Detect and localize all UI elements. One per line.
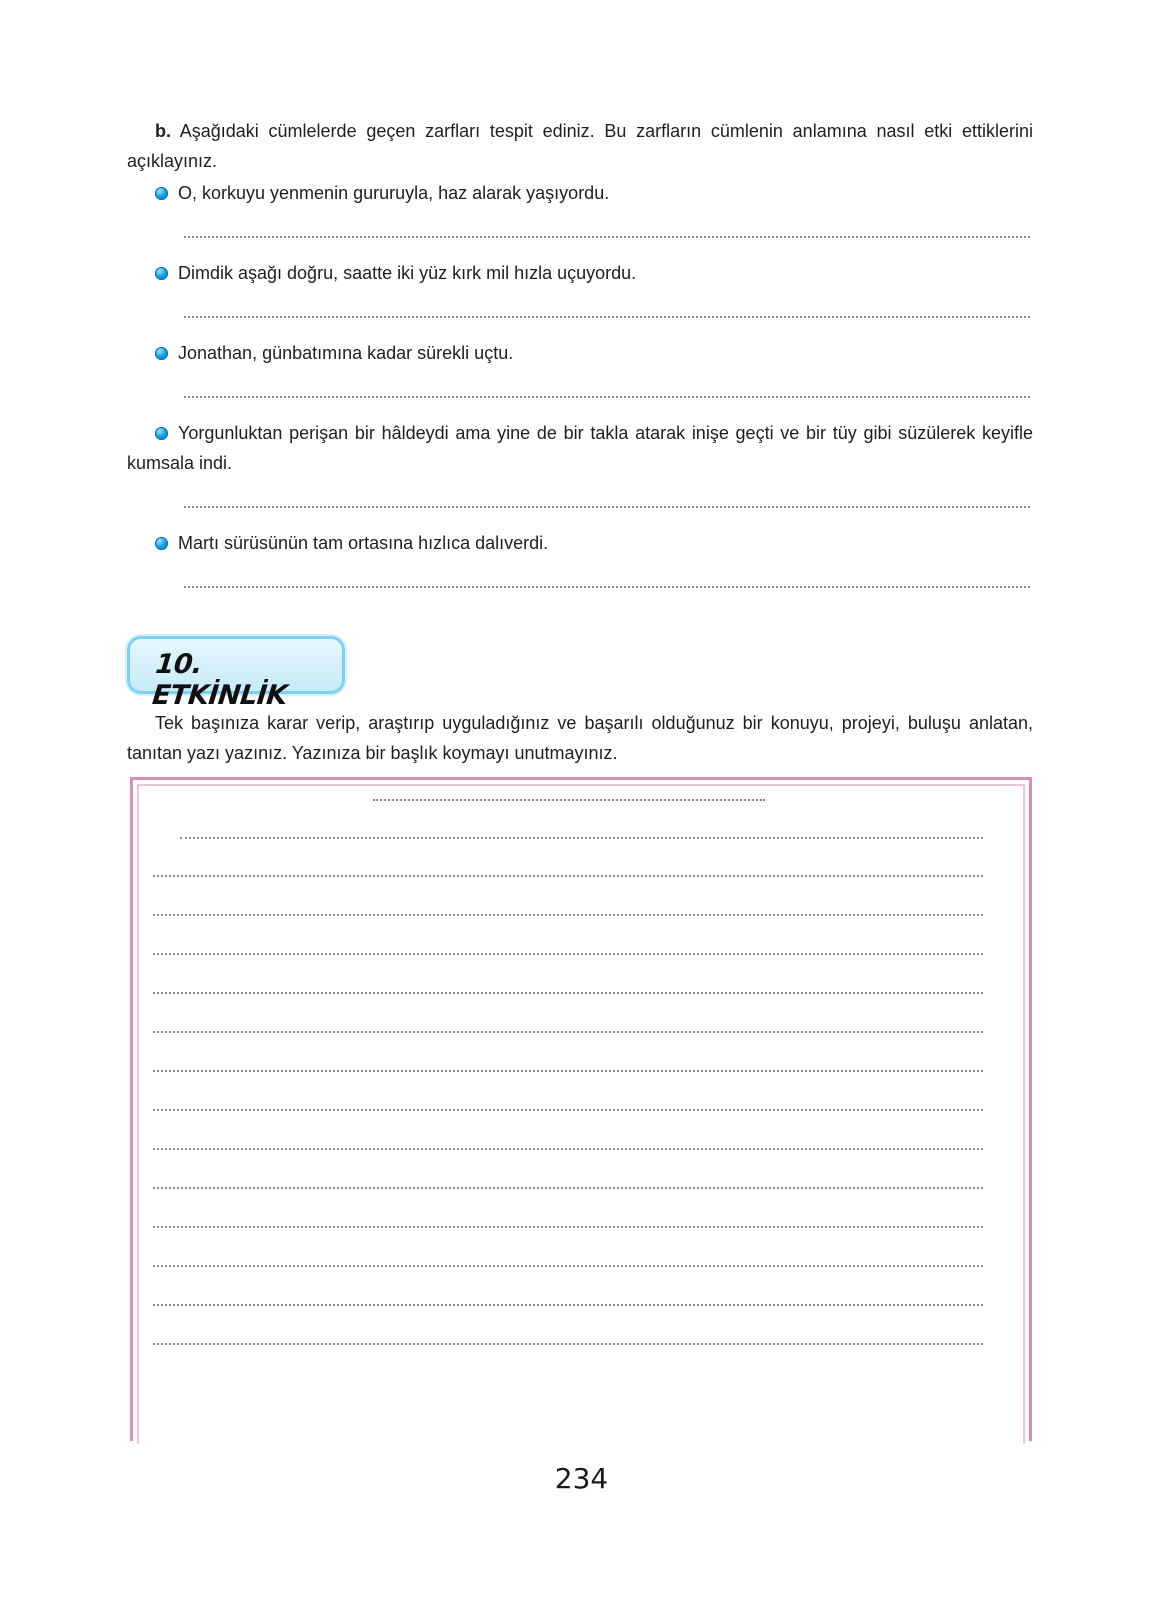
writing-line[interactable] xyxy=(153,953,983,955)
writing-line[interactable] xyxy=(153,875,983,877)
writing-line[interactable] xyxy=(153,1343,983,1345)
writing-line[interactable] xyxy=(153,1031,983,1033)
answer-line[interactable] xyxy=(184,506,1030,508)
answer-line[interactable] xyxy=(184,316,1030,318)
blue-bullet-icon xyxy=(155,427,168,440)
blue-bullet-icon xyxy=(155,267,168,280)
writing-line[interactable] xyxy=(153,914,983,916)
sentence-text: Dimdik aşağı doğru, saatte iki yüz kırk mil hızla uçuyordu. xyxy=(178,263,637,283)
blue-bullet-icon xyxy=(155,537,168,550)
section-b-instruction-text: Aşağıdaki cümlelerde geçen zarfları tespit ediniz. Bu zarfların cümlenin anlamına nasıl etki ettiklerini açıklayınız. xyxy=(127,121,1033,171)
activity-title: 10. ETKİNLİK xyxy=(150,649,289,711)
answer-line[interactable] xyxy=(184,586,1030,588)
list-item xyxy=(127,418,1033,478)
sentence-text: Martı sürüsünün tam ortasına hızlıca dalıverdi. xyxy=(178,533,549,553)
writing-line[interactable] xyxy=(180,837,983,839)
page-number: 234 xyxy=(554,1462,609,1495)
answer-line[interactable] xyxy=(184,396,1030,398)
title-line[interactable] xyxy=(373,799,765,801)
writing-line[interactable] xyxy=(153,1226,983,1228)
activity-badge xyxy=(127,636,345,711)
section-b-instruction xyxy=(127,116,1033,176)
sentence-text: Jonathan, günbatımına kadar sürekli uçtu. xyxy=(178,343,514,363)
list-item xyxy=(127,258,1033,288)
writing-line[interactable] xyxy=(153,1304,983,1306)
writing-line[interactable] xyxy=(153,1148,983,1150)
list-item xyxy=(127,338,1033,368)
section-b-label: b. xyxy=(155,121,171,141)
blue-bullet-icon xyxy=(155,187,168,200)
writing-frame xyxy=(130,777,1032,1441)
writing-line[interactable] xyxy=(153,1070,983,1072)
list-item xyxy=(127,528,1033,558)
writing-line[interactable] xyxy=(153,1187,983,1189)
list-item xyxy=(127,178,1033,208)
writing-line[interactable] xyxy=(153,1265,983,1267)
writing-line[interactable] xyxy=(153,992,983,994)
writing-line[interactable] xyxy=(153,1109,983,1111)
sentence-text: Yorgunluktan perişan bir hâldeydi ama yine de bir takla atarak inişe geçti ve bir tüy gibi süzülerek keyifle kumsala indi. xyxy=(127,423,1033,473)
sentence-text: O, korkuyu yenmenin gururuyla, haz alarak yaşıyordu. xyxy=(178,183,610,203)
answer-line[interactable] xyxy=(184,236,1030,238)
activity-instruction: Tek başınıza karar verip, araştırıp uyguladığınız ve başarılı olduğunuz bir konuyu, projeyi, buluşu anlatan, tanıtan yazı yazınız. Yazınıza bir başlık koymayı unutmayınız. xyxy=(127,713,1033,763)
blue-bullet-icon xyxy=(155,347,168,360)
